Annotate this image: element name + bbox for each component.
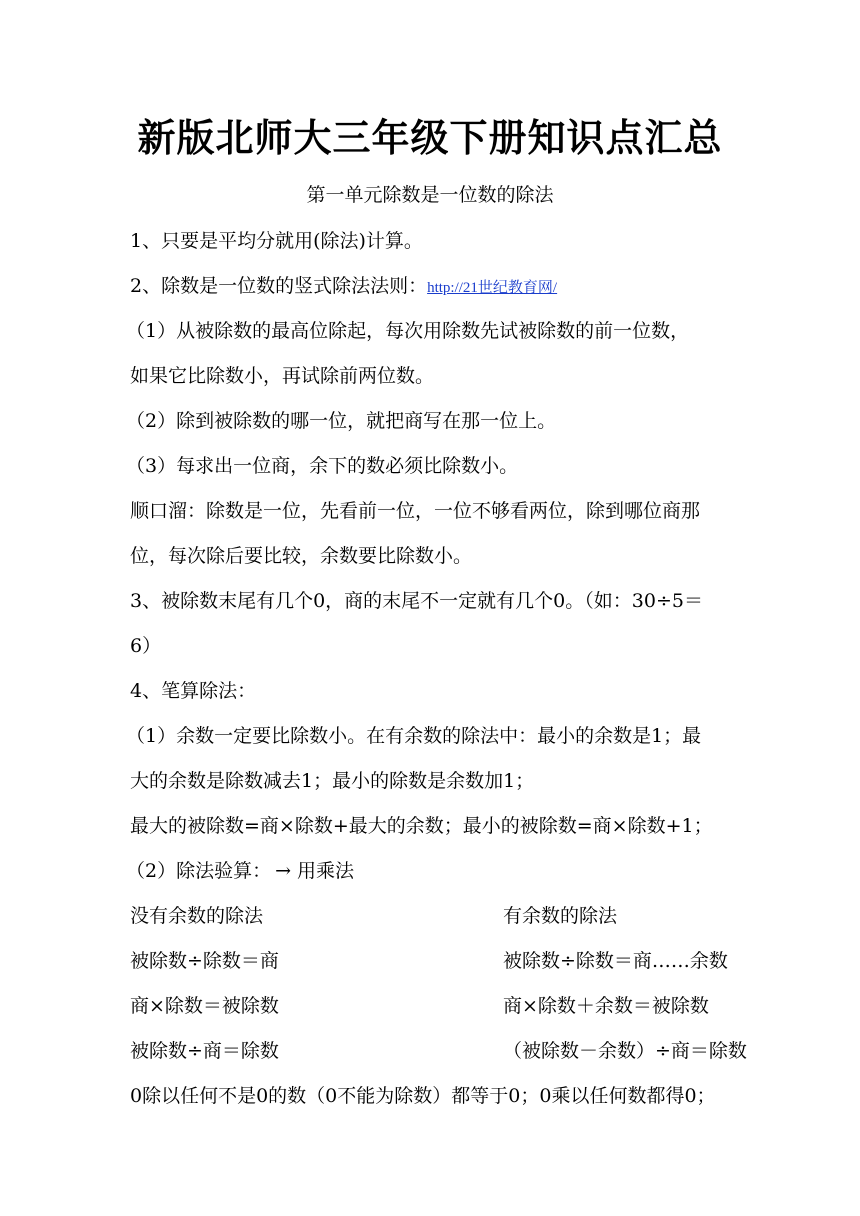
paragraph-line: 位，每次除后要比较，余数要比除数小。 [130, 545, 473, 567]
table-header-left: 没有余数的除法 [130, 905, 264, 927]
document-title: 新版北师大三年级下册知识点汇总 [137, 115, 723, 160]
table-header-row [130, 901, 740, 931]
paragraph-line: 4、笔算除法： [130, 680, 257, 702]
table-cell-left: 被除数÷商＝除数 [130, 1040, 279, 1062]
table-cell-right: 被除数÷除数＝商……余数 [503, 950, 728, 972]
table-row [130, 1036, 747, 1066]
table-row [130, 946, 740, 976]
table-cell-right: 商×除数＋余数＝被除数 [503, 995, 709, 1017]
paragraph-line: 6） [130, 635, 162, 657]
line-text: 用乘法 [297, 860, 355, 882]
paragraph-line: （1）从被除数的最高位除起，每次用除数先试被除数的前一位数， [126, 320, 690, 342]
table-row [130, 991, 740, 1021]
paragraph-line: 3、被除数末尾有几个0，商的末尾不一定就有几个0。（如：30÷5＝ [130, 590, 703, 612]
table-cell-left: 商×除数＝被除数 [130, 995, 279, 1017]
table-cell-right: （被除数－余数）÷商＝除数 [503, 1040, 747, 1062]
line-text: 2、除数是一位数的竖式除法法则： [130, 275, 428, 297]
paragraph-line: 大的余数是除数减去1；最小的除数是余数加1； [130, 770, 535, 792]
paragraph-line: （3）每求出一位商，余下的数必须比除数小。 [126, 455, 519, 477]
source-link[interactable]: http://21世纪教育网/ [427, 280, 558, 296]
paragraph-line: 最大的被除数=商×除数+最大的余数；最小的被除数=商×除数+1； [130, 815, 713, 837]
paragraph-line: 顺口溜：除数是一位，先看前一位，一位不够看两位，除到哪位商那 [130, 500, 701, 522]
paragraph-line: （2）除到被除数的哪一位，就把商写在那一位上。 [126, 410, 557, 432]
paragraph-line: 如果它比除数小，再试除前两位数。 [130, 365, 435, 387]
paragraph-line: （1）余数一定要比除数小。在有余数的除法中：最小的余数是1；最 [126, 725, 702, 747]
paragraph-line [130, 271, 740, 303]
paragraph-line [126, 856, 736, 886]
arrow-right-icon: → [275, 860, 292, 882]
table-header-right: 有余数的除法 [503, 905, 618, 927]
line-text: （2）除法验算： [126, 860, 272, 882]
paragraph-line: 1、只要是平均分就用(除法)计算。 [130, 230, 423, 252]
section-heading: 第一单元除数是一位数的除法 [306, 184, 554, 206]
paragraph-line: 0除以任何不是0的数（0不能为除数）都等于0；0乘以任何数都得0； [130, 1085, 716, 1107]
table-cell-left: 被除数÷除数＝商 [130, 950, 279, 972]
